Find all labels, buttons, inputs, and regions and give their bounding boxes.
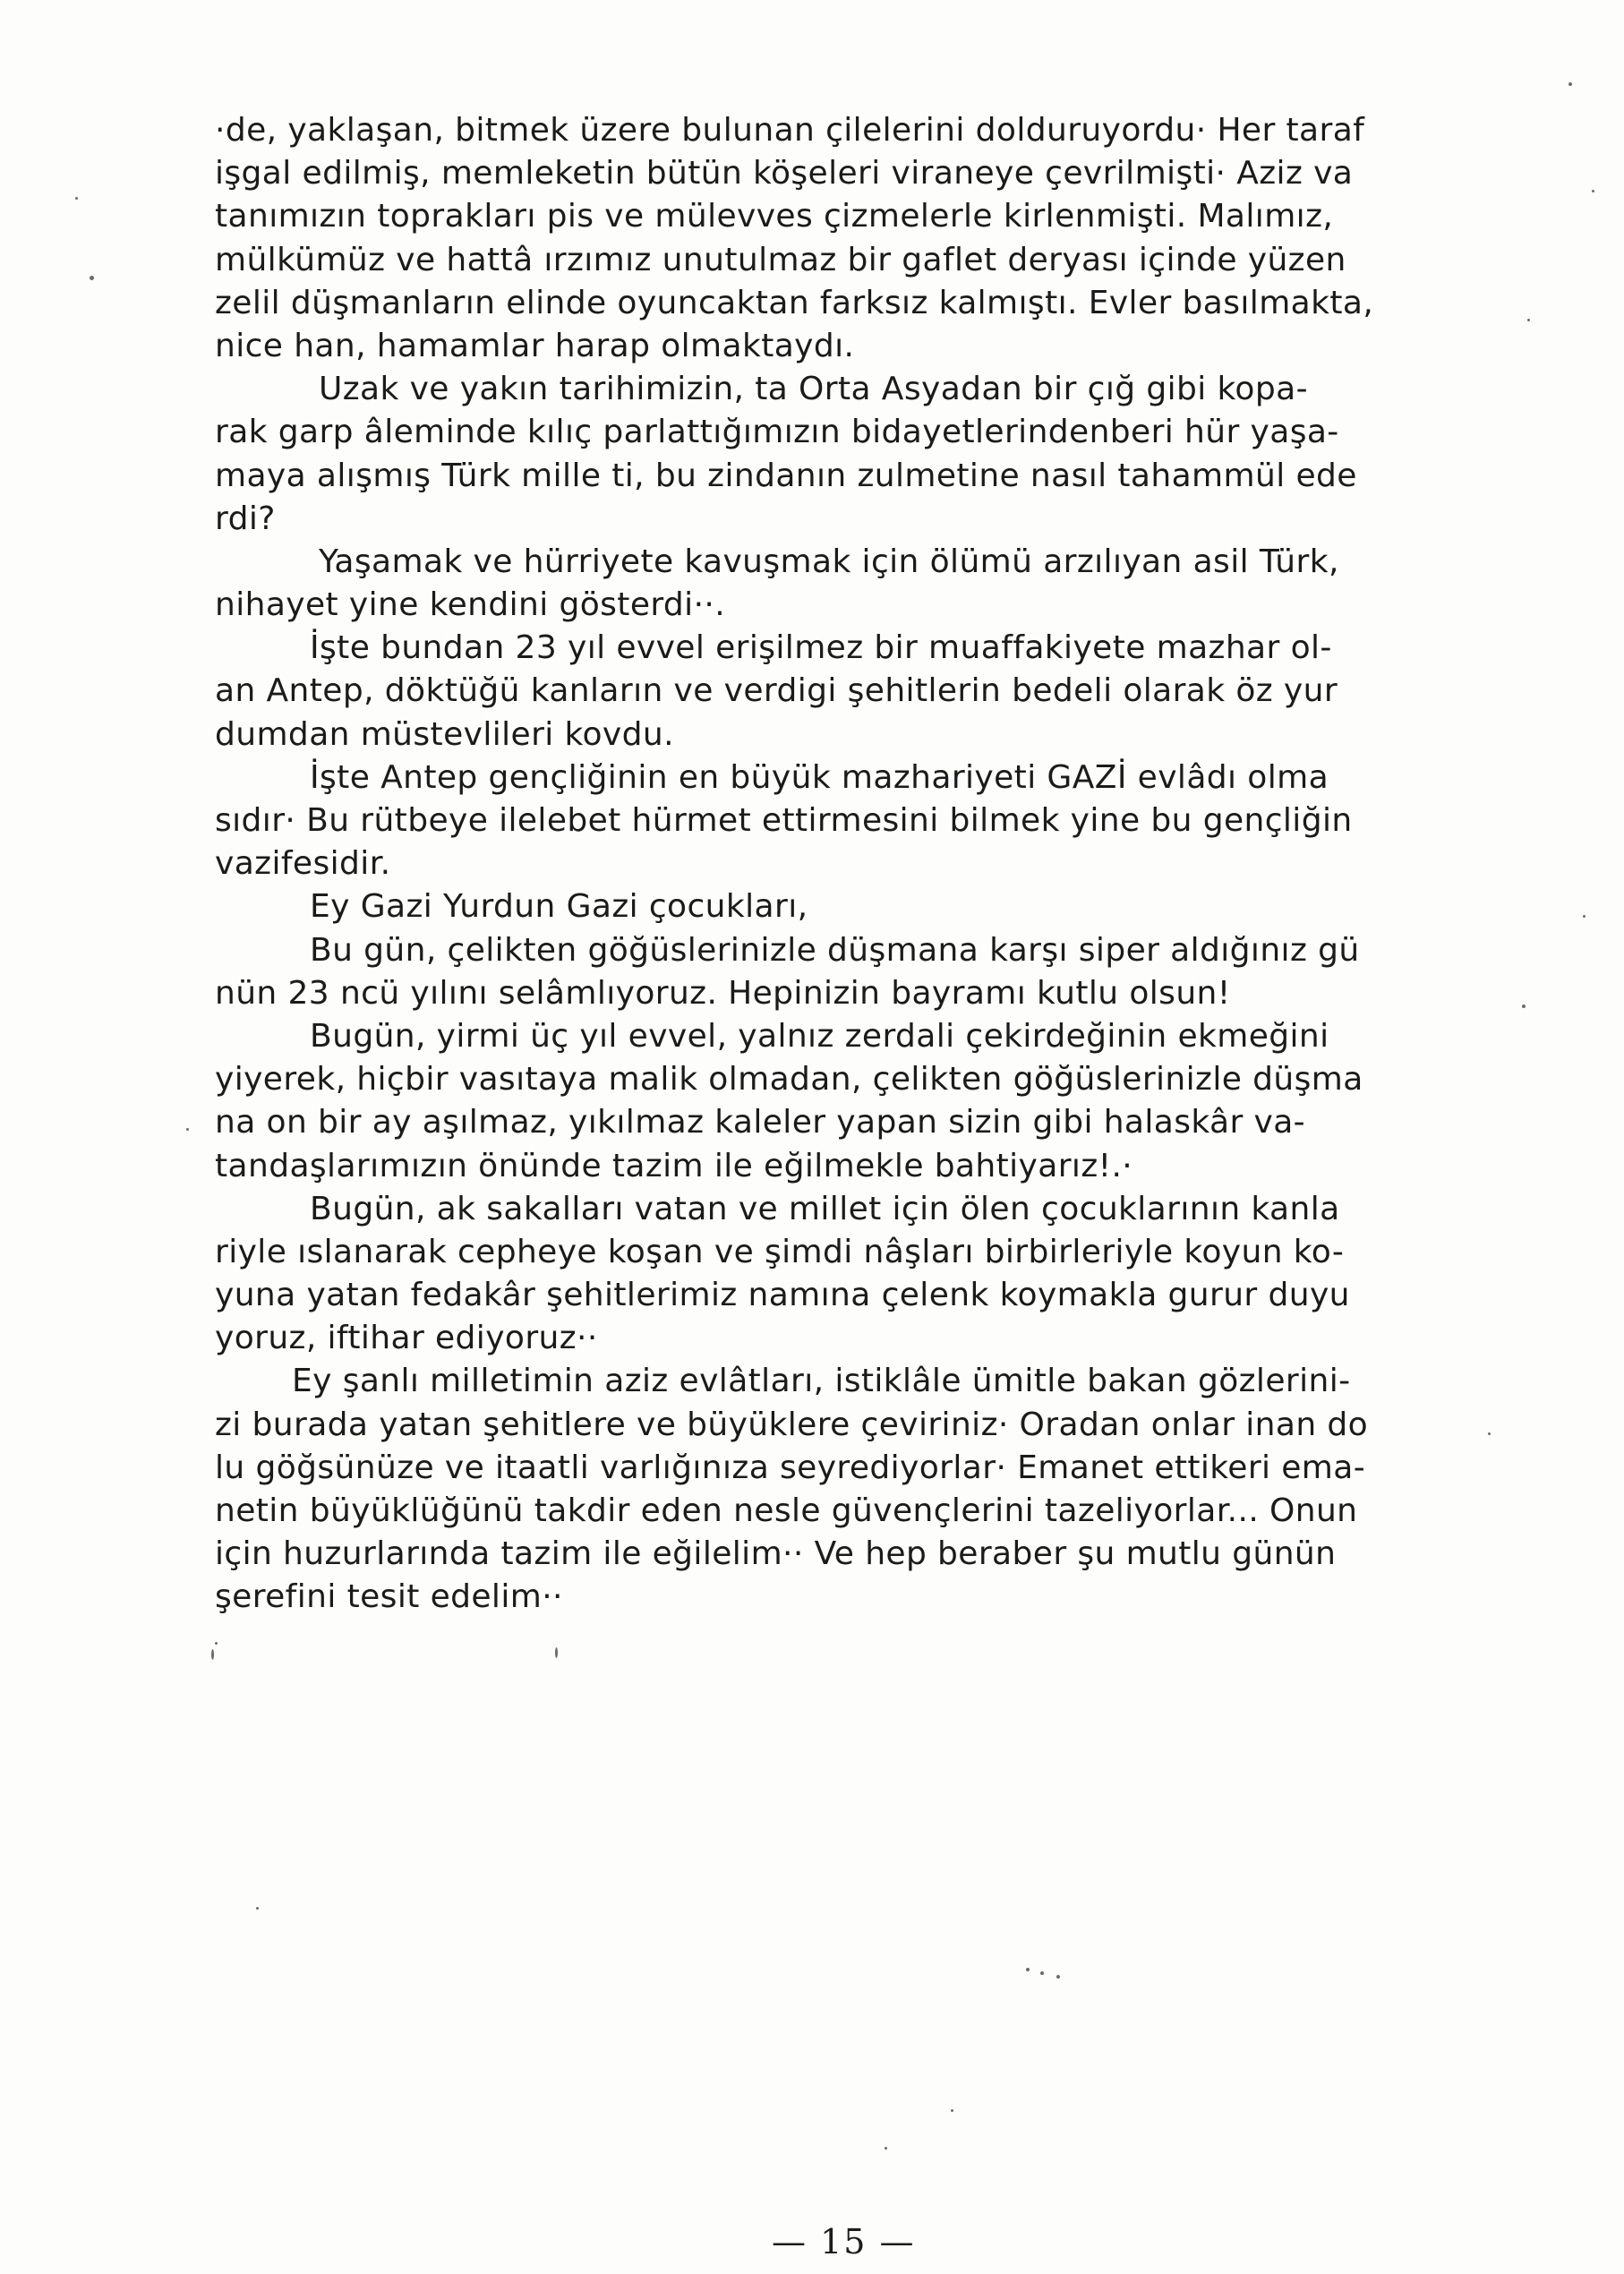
text-line: tandaşlarımızın önünde tazim ile eğilmekle bahtiyarız!.· bbox=[215, 1147, 1133, 1184]
text-line: vazifesidir. bbox=[215, 845, 391, 883]
text-line: zelil düşmanların elinde oyuncaktan farksız kalmıştı. Evler basılmakta, bbox=[215, 284, 1374, 321]
text-line: zi burada yatan şehitlere ve büyüklere çeviriniz· Oradan onlar inan do bbox=[215, 1406, 1369, 1443]
text-line: mülkümüz ve hattâ ırzımız unutulmaz bir gaflet deryası içinde yüzen bbox=[215, 241, 1346, 278]
scan-speck bbox=[885, 2147, 887, 2150]
text-line: na on bir ay aşılmaz, yıkılmaz kaleler yapan sizin gibi halaskâr va- bbox=[215, 1104, 1306, 1141]
text-line: rak garp âleminde kılıç parlattığımızın bidayetlerindenberi hür yaşa- bbox=[215, 414, 1339, 451]
paragraph-start-line: İşte bundan 23 yıl evvel erişilmez bir muaffakiyete mazhar ol- bbox=[310, 629, 1332, 667]
paragraph-start-line: İşte Antep gençliğinin en büyük mazhariyeti GAZİ evlâdı olma bbox=[310, 758, 1329, 796]
text-line: nihayet yine kendini gösterdi··. bbox=[215, 586, 726, 624]
paragraph-start-line: Bu gün, çelikten göğüslerinizle düşmana karşı siper aldığınız gü bbox=[310, 931, 1360, 969]
body-text bbox=[213, 109, 1502, 1620]
text-line: rdi? bbox=[215, 500, 276, 537]
text-line: yuna yatan fedakâr şehitlerimiz namına çelenk koymakla gurur duyu bbox=[215, 1277, 1350, 1314]
scan-speck bbox=[75, 197, 78, 200]
text-line: sıdır· Bu rütbeye ilelebet hürmet ettirmesini bilmek yine bu gençliğin bbox=[215, 802, 1353, 839]
paragraph-start-line: Ey şanlı milletimin aziz evlâtları, istiklâle ümitle bakan gözlerini- bbox=[292, 1363, 1351, 1400]
text-line: ·de, yaklaşan, bitmek üzere bulunan çilelerini dolduruyordu· Her taraf bbox=[215, 112, 1365, 149]
scan-speck bbox=[1026, 1968, 1030, 1971]
text-line: riyle ıslanarak cepheye koşan ve şimdi nâşları birbirleriyle koyun ko- bbox=[215, 1233, 1345, 1270]
text-line: nün 23 ncü yılını selâmlıyoruz. Hepinizin bayramı kutlu olsun! bbox=[215, 974, 1231, 1012]
text-line: şerefini tesit edelim·· bbox=[215, 1578, 563, 1616]
scan-speck bbox=[951, 2109, 953, 2112]
scan-speck bbox=[1040, 1971, 1044, 1975]
paragraph-start-line: Bugün, ak sakalları vatan ve millet için ölen çocuklarının kanla bbox=[310, 1190, 1340, 1227]
paragraph-start-line: Bugün, yirmi üç yıl evvel, yalnız zerdali çekirdeğinin ekmeğini bbox=[310, 1017, 1329, 1055]
text-line: yoruz, iftihar ediyoruz·· bbox=[215, 1320, 598, 1357]
scan-speck bbox=[1583, 915, 1586, 918]
scan-speck bbox=[555, 1647, 558, 1658]
scan-speck bbox=[186, 1128, 189, 1131]
text-line: tanımızın toprakları pis ve mülevves çizmelerle kirlenmişti. Malımız, bbox=[215, 198, 1334, 235]
scan-speck bbox=[215, 1642, 218, 1645]
text-line: işgal edilmiş, memleketin bütün köşeleri viraneye çevrilmişti· Aziz va bbox=[215, 155, 1354, 192]
text-line: için huzurlarında tazim ile eğilelim·· Ve hep beraber şu mutlu günün bbox=[215, 1535, 1337, 1573]
scan-speck bbox=[1056, 1975, 1060, 1979]
text-line: maya alışmış Türk mille ti, bu zindanın zulmetine nasıl tahammül ede bbox=[215, 457, 1357, 494]
paragraph-start-line: Uzak ve yakın tarihimizin, ta Orta Asyadan bir çığ gibi kopa- bbox=[319, 371, 1308, 408]
text-line: netin büyüklüğünü takdir eden nesle güvençlerini tazeliyorlar... Onun bbox=[215, 1492, 1358, 1529]
scan-speck bbox=[1522, 1004, 1526, 1008]
paragraph-start-line: Ey Gazi Yurdun Gazi çocukları, bbox=[310, 888, 808, 926]
scan-speck bbox=[211, 1649, 214, 1660]
scan-speck bbox=[1527, 319, 1530, 321]
text-line: an Antep, döktüğü kanların ve verdigi şehitlerin bedeli olarak öz yur bbox=[215, 672, 1338, 710]
text-line: yiyerek, hiçbir vasıtaya malik olmadan, çelikten göğüslerinizle düşma bbox=[215, 1061, 1363, 1099]
text-line: nice han, hamamlar harap olmaktaydı. bbox=[215, 327, 855, 364]
page-number: — 15 — bbox=[772, 2222, 916, 2261]
scan-speck bbox=[1568, 82, 1572, 86]
scan-speck bbox=[1592, 190, 1594, 192]
text-line: dumdan müstevlileri kovdu. bbox=[215, 715, 674, 753]
scan-speck bbox=[256, 1907, 259, 1910]
scan-speck bbox=[90, 276, 94, 280]
scan-speck bbox=[1488, 1432, 1491, 1435]
text-line: lu göğsünüze ve itaatli varlığınıza seyrediyorlar· Emanet ettikeri ema- bbox=[215, 1449, 1366, 1486]
paragraph-start-line: Yaşamak ve hürriyete kavuşmak için ölümü arzılıyan asil Türk, bbox=[319, 543, 1339, 580]
